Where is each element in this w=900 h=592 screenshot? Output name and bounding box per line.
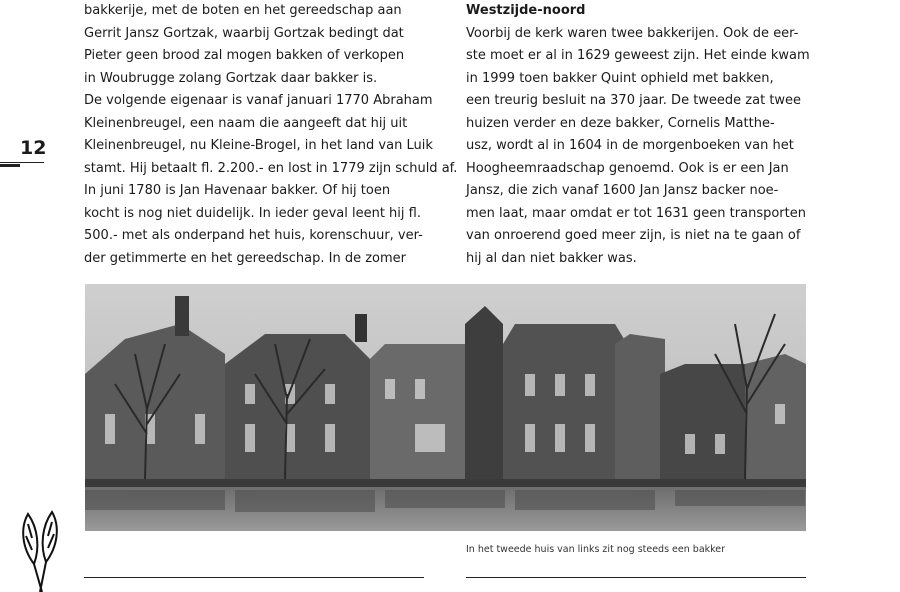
bottom-rule-right bbox=[466, 577, 806, 578]
text-line: Pieter geen brood zal mogen bakken of verkopen bbox=[84, 48, 405, 63]
text-line: in 1999 toen bakker Quint ophield met bakken, bbox=[466, 70, 774, 86]
text-line: Kleinenbreugel, nu Kleine-Brogel, in het land van Luik bbox=[84, 138, 433, 153]
text-line: der getimmerte en het gereedschap. In de zomer bbox=[84, 250, 406, 266]
text-line: men laat, maar omdat er tot 1631 geen transporten bbox=[466, 205, 806, 221]
text-line: Hoogheemraadschap genoemd. Ook is er een Jan bbox=[466, 160, 789, 176]
quay bbox=[85, 479, 806, 487]
page-number: 12 bbox=[20, 137, 47, 159]
text-line: De volgende eigenaar is vanaf januari 1770 Abraham bbox=[84, 93, 433, 108]
page-number-rule bbox=[0, 162, 44, 163]
bottom-rule-left bbox=[84, 577, 424, 578]
text-line: in Woubrugge zolang Gortzak daar bakker is. bbox=[84, 70, 378, 86]
text-line: Kleinenbreugel, een naam die aangeeft dat hij uit bbox=[84, 115, 408, 131]
section-heading: Westzijde-noord bbox=[466, 3, 586, 18]
photo-illustration bbox=[85, 284, 806, 531]
wheat-ears-logo bbox=[16, 508, 64, 592]
text-line: Jansz, die zich vanaf 1600 Jan Jansz backer noe- bbox=[466, 183, 779, 198]
text-line: Gerrit Jansz Gortzak, waarbij Gortzak bedingt dat bbox=[84, 25, 404, 41]
text-line: van onroerend goed meer zijn, is niet na te gaan of bbox=[466, 228, 801, 243]
page-number-rule-accent bbox=[0, 164, 20, 167]
text-line: een treurig besluit na 370 jaar. De tweede zat twee bbox=[466, 93, 802, 108]
text-line: ste moet er al in 1629 geweest zijn. Het einde kwam bbox=[466, 48, 810, 63]
text-line: hij al dan niet bakker was. bbox=[466, 250, 637, 266]
text-line: kocht is nog niet duidelijk. In ieder geval leent hij fl. bbox=[84, 205, 421, 221]
photo-caption: In het tweede huis van links zit nog steeds een bakker bbox=[466, 544, 726, 555]
historic-street-photo bbox=[85, 284, 806, 531]
text-line: bakkerije, met de boten en het gereedschap aan bbox=[84, 3, 402, 18]
right-text-column bbox=[466, 0, 811, 270]
left-text-column bbox=[84, 0, 458, 270]
text-line: In juni 1780 is Jan Havenaar bakker. Of hij toen bbox=[84, 183, 391, 198]
text-line: stamt. Hij betaalt fl. 2.200.- en lost in 1779 zijn schuld af. bbox=[84, 160, 458, 176]
text-line: Voorbij de kerk waren twee bakkerijen. Ook de eer- bbox=[466, 25, 799, 41]
text-line: 500.- met als onderpand het huis, korenschuur, ver- bbox=[84, 228, 423, 243]
text-line: usz, wordt al in 1604 in de morgenboeken van het bbox=[466, 138, 794, 153]
text-line: huizen verder en deze bakker, Cornelis Matthe- bbox=[466, 115, 775, 131]
